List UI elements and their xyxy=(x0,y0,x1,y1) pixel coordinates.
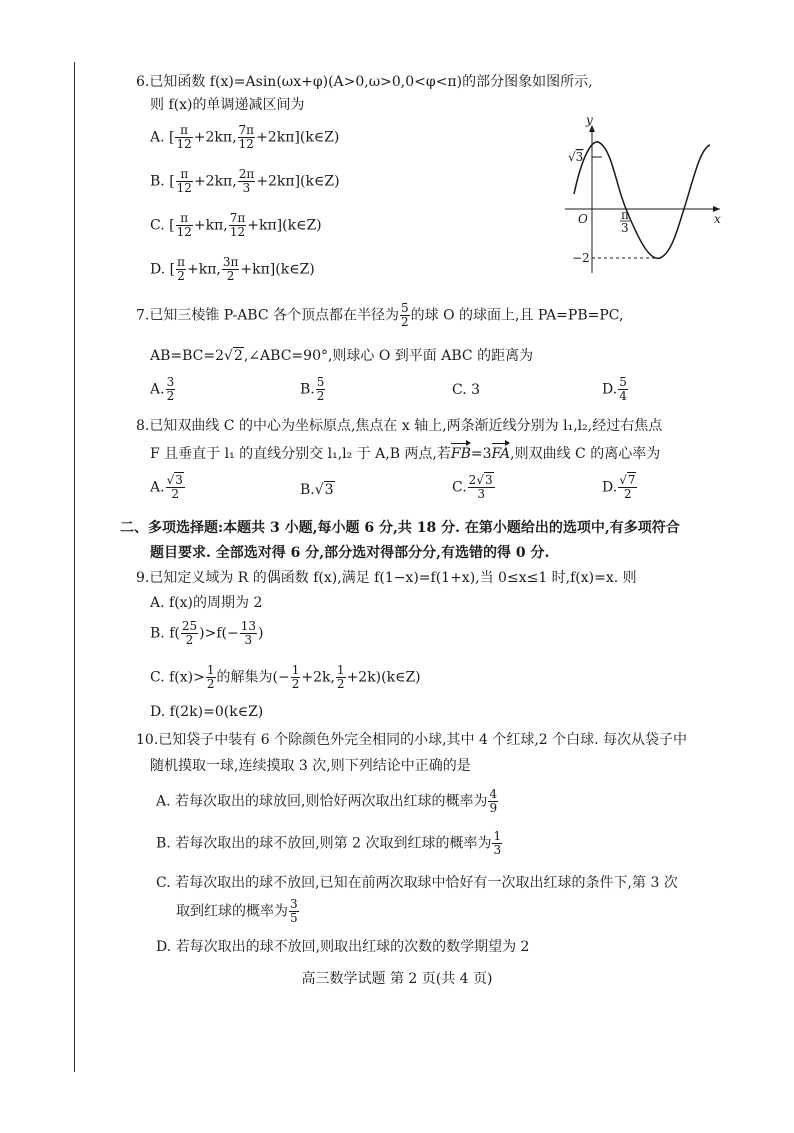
q7-option-d[interactable]: D. $\frac{5}{4}$ xyxy=(602,375,627,403)
q8-option-b[interactable]: B.√3 xyxy=(300,482,334,498)
q7-option-a[interactable]: A. $\frac{3}{2}$ xyxy=(150,375,175,403)
q7-stem-line1: 7.已知三棱锥 P-ABC 各个顶点都在半径为 $\frac{5}{2}$ 的球 O 的球面上,且 PA=PB=PC, xyxy=(136,301,624,329)
q8-stem-line2: F 且垂直于 l₁ 的直线分别交 l₁,l₂ 于 A,B 两点,若FB=3FA,则双曲线 C 的离心率为 xyxy=(150,446,661,462)
section-2-line1: 二、多项选择题:本题共 3 小题,每小题 6 分,共 18 分. 在第小题给出的选项中,有多项符合 xyxy=(120,520,680,536)
graph-y-label: y xyxy=(586,115,593,127)
q9-option-d[interactable]: D. f(2k)=0(k∈Z) xyxy=(150,704,264,720)
q10-option-b[interactable]: B. 若每次取出的球不放回,则第 2 次取到红球的概率为 $\frac{1}{3}$ xyxy=(156,829,502,857)
q10-stem-line1: 10.已知袋子中装有 6 个除颜色外完全相同的小球,其中 4 个红球,2 个白球. 每次从袋子中 xyxy=(136,732,688,748)
graph-origin-label: O xyxy=(578,212,588,226)
q9-option-c[interactable]: C. f(x)> $\frac{1}{2}$ 的解集为(− $\frac{1}{2}$ +2k, $\frac{1}{2}$ +2k)(k∈Z) xyxy=(150,663,421,691)
q10-option-a[interactable]: A. 若每次取出的球放回,则恰好两次取出红球的概率为 $\frac{4}{9}$ xyxy=(156,787,498,815)
q8-stem-line1: 8.已知双曲线 C 的中心为坐标原点,焦点在 x 轴上,两条渐近线分别为 l₁,l₂,经过右焦点 xyxy=(136,418,663,434)
graph-sqrt3-label: √3 xyxy=(568,150,584,164)
q9-option-a[interactable]: A. f(x)的周期为 2 xyxy=(150,595,263,611)
page-footer: 高三数学试题 第 2 页(共 4 页) xyxy=(301,971,493,987)
q6-stem-line1: 6.已知函数 f(x)=Asin(ωx+φ)(A>0,ω>0,0<φ<π)的部分图象如图所示, xyxy=(136,74,593,90)
q9-option-b[interactable]: B. f( $\frac{25}{2}$ )>f(− $\frac{13}{3}$ ) xyxy=(150,619,264,647)
q6-option-d[interactable]: D. [ $\frac{\pi}{2}$ +kπ, $\frac{3\pi}{2}$ +kπ](k∈Z) xyxy=(150,255,315,283)
q7-option-b[interactable]: B. $\frac{5}{2}$ xyxy=(300,375,325,403)
q8-option-a[interactable]: A. $\frac{√3}{2}$ xyxy=(150,473,183,501)
q6-stem-line2: 则 f(x)的单调递减区间为 xyxy=(150,97,305,113)
graph-three-label: 3 xyxy=(621,221,629,235)
q6-option-b[interactable]: B. [ $\frac{\pi}{12}$ +2kπ, $\frac{2\pi}{3}$ +2kπ](k∈Z) xyxy=(150,167,340,195)
section-2-line2: 题目要求. 全部选对得 6 分,部分选对得部分分,有选错的得 0 分. xyxy=(150,545,550,561)
q6-sine-graph xyxy=(560,115,730,275)
graph-pi-label: π xyxy=(621,208,629,222)
q10-option-c-line1[interactable]: C. 若每次取出的球不放回,已知在前两次取球中恰好有一次取出红球的条件下,第 3 次 xyxy=(156,875,678,891)
graph-x-label: x xyxy=(714,212,721,226)
q6-option-a[interactable]: A. [ $\frac{\pi}{12}$ +2kπ, $\frac{7\pi}{12}$ +2kπ](k∈Z) xyxy=(150,123,340,151)
q10-option-d[interactable]: D. 若每次取出的球不放回,则取出红球的次数的数学期望为 2 xyxy=(156,939,530,955)
graph-curve xyxy=(574,142,710,258)
q7-stem-line2: AB=BC=2√2,∠ABC=90°,则球心 O 到平面 ABC 的距离为 xyxy=(150,348,534,364)
q6-option-c[interactable]: C. [ $\frac{\pi}{12}$ +kπ, $\frac{7\pi}{12}$ +kπ](k∈Z) xyxy=(150,211,322,239)
binding-margin-line xyxy=(74,62,75,1072)
q7-option-c[interactable]: C. 3 xyxy=(452,382,481,398)
q8-option-d[interactable]: D. $\frac{√7}{2}$ xyxy=(602,473,636,501)
graph-neg2-label: −2 xyxy=(572,251,590,265)
q8-option-c[interactable]: C. $\frac{2√3}{3}$ xyxy=(452,473,493,501)
q10-stem-line2: 随机摸取一球,连续摸取 3 次,则下列结论中正确的是 xyxy=(150,758,471,774)
q10-option-c-line2[interactable]: 取到红球的概率为 $\frac{3}{5}$ xyxy=(176,897,298,925)
q9-stem: 9.已知定义域为 R 的偶函数 f(x),满足 f(1−x)=f(1+x),当 0≤x≤1 时,f(x)=x. 则 xyxy=(136,570,637,586)
